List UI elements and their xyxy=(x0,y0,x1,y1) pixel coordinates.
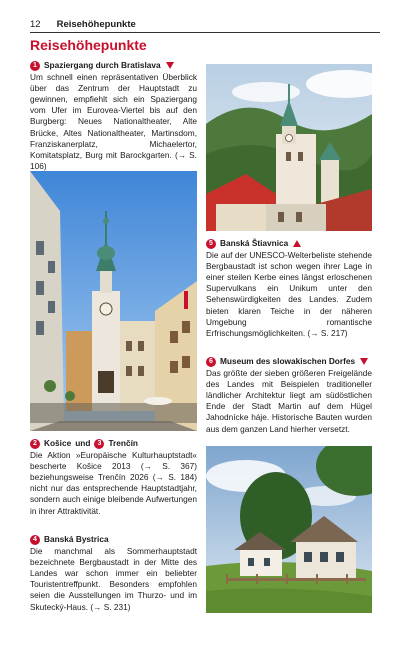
photo-village-museum xyxy=(206,446,372,613)
photo-michaelertor xyxy=(30,171,197,431)
number-badge-icon: 6 xyxy=(206,357,216,367)
section-text: Die Aktion »Europäische Kulturhauptstadt« bescherte Košice 2013 (→ S. 367) beziehungsweise Trenčín 2026 (→ S. 184) nicht nur das entsprechende Hauptstadtjahr, sondern auch einige bleibende Aufwertungen in ihrer Attraktivität. xyxy=(30,450,197,516)
page-number: 12 xyxy=(30,18,41,30)
triangle-down-icon xyxy=(166,62,174,69)
section-title: Museum des slowakischen Dorfes xyxy=(220,356,356,366)
section-text: Um schnell einen repräsentativen Überblick über das Zentrum der Hauptstadt zu gewinnen, empfiehlt sich ein Spaziergang vom Ufer im Eurovea-Viertel bis auf den Burgberg: Neues Nationaltheater, Alte Brücke, Altes Nationaltheater, Martinsdom, Franziskanerplatz, Michaelertor, Komitatsplatz, Burg mit Barockgarten. (→ S. 106) xyxy=(30,72,197,171)
section-heading xyxy=(206,356,372,367)
photo-banska-stiavnica xyxy=(206,64,372,231)
number-badge-icon: 3 xyxy=(94,439,104,449)
triangle-down-icon xyxy=(360,358,368,365)
section-banska-bystrica xyxy=(30,534,197,613)
number-badge-icon: 2 xyxy=(30,439,40,449)
section-heading xyxy=(30,60,197,71)
section-title-b: Trenčín xyxy=(108,438,138,448)
number-badge-icon: 4 xyxy=(30,535,40,545)
section-heading xyxy=(206,238,372,249)
section-banska-stiavnica xyxy=(206,238,372,339)
triangle-up-icon xyxy=(293,240,301,247)
header-rule xyxy=(30,32,380,33)
section-title: Banská Bystrica xyxy=(44,534,109,544)
michaelertor-illustration xyxy=(30,171,197,431)
section-bratislava xyxy=(30,60,197,172)
village-museum-illustration xyxy=(206,446,372,613)
section-text: Die auf der UNESCO-Welterbeliste stehende Bergbaustadt ist schon wegen ihrer Lage in einer steilen Kerbe eines längst erloschenen Supervulkans ein Unikum unter den Sehenswürdigkeiten des Landes. Zudem bieten klaren Teiche in der näheren Umgebung romantische Erfrischungsmöglichkeiten. (→ S. 217) xyxy=(206,250,372,338)
number-badge-icon: 5 xyxy=(206,239,216,249)
section-heading xyxy=(30,534,197,545)
section-kosice-trencin xyxy=(30,438,197,517)
running-head-title: Reisehöhepunkte xyxy=(56,18,136,30)
section-text: Das größte der sieben größeren Freigelände des Landes mit Beispielen traditioneller ländlicher Architektur liegt am südöstlichen Ende der Stadt Martin auf dem Hügel Jahodnícke háje. Historische Bauten wurden aus dem ganzen Land hierher versetzt. xyxy=(206,368,372,434)
number-badge-icon: 1 xyxy=(30,61,40,71)
section-text: Die manchmal als Sommerhauptstadt bezeichnete Bergbaustadt in der Mitte des Landes war schon immer ein beliebter Touristentreffpunkt. Besonders empfohlen seien die Ausstellungen im Thurzo- und im Skutecký-Haus. (→ S. 231) xyxy=(30,546,197,612)
banska-stiavnica-illustration xyxy=(206,64,372,231)
page-title: Reisehöhepunkte xyxy=(30,37,147,53)
section-title: Banská Štiavnica xyxy=(220,238,289,248)
running-head xyxy=(30,17,380,31)
section-title: Spaziergang durch Bratislava xyxy=(44,60,161,70)
section-title-join: und xyxy=(75,438,91,448)
section-museum-dorf xyxy=(206,356,372,435)
section-title: Košice xyxy=(44,438,72,448)
section-heading xyxy=(30,438,197,449)
